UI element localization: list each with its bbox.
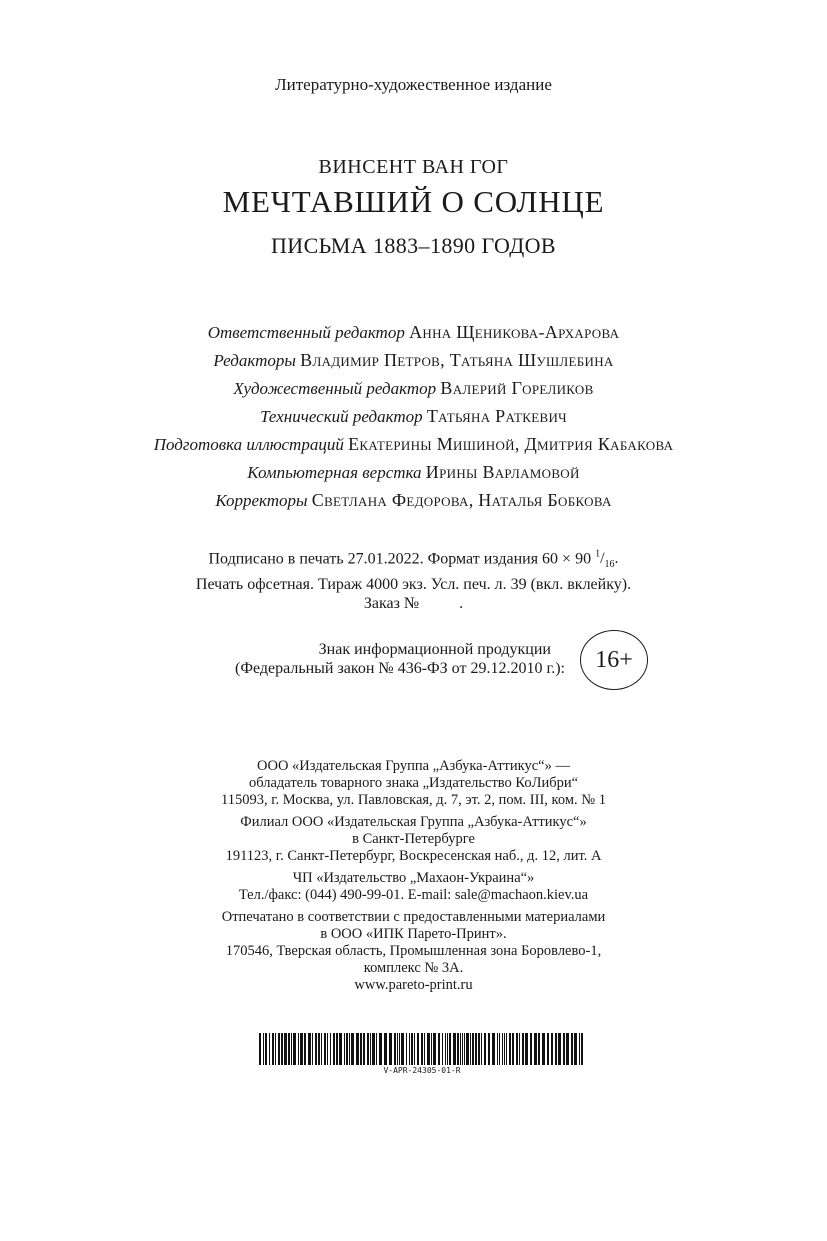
credit-line <box>0 430 827 458</box>
barcode-bar <box>312 1033 313 1065</box>
credit-line <box>0 318 827 346</box>
barcode-bar <box>438 1033 440 1065</box>
barcode-bar <box>281 1033 283 1065</box>
credit-line <box>0 346 827 374</box>
barcode-bar <box>370 1033 371 1065</box>
publisher-block <box>0 870 827 904</box>
barcode-bar <box>409 1033 410 1065</box>
age-rating-badge: 16+ <box>580 630 648 690</box>
barcode-bar <box>327 1033 328 1065</box>
barcode-bar <box>367 1033 369 1065</box>
barcode-bar <box>330 1033 331 1065</box>
barcode-bar <box>376 1033 377 1065</box>
publisher-line: обладатель товарного знака „Издательство КоЛибри“ <box>248 775 579 791</box>
barcode-bar <box>457 1033 459 1065</box>
book-title: МЕЧТАВШИЙ О СОЛНЦЕ <box>222 184 605 219</box>
barcode-bar <box>558 1033 561 1065</box>
credit-name: Владимир Петров, Татьяна Шушлебина <box>300 350 614 370</box>
barcode-bar <box>574 1033 577 1065</box>
barcode-bar <box>525 1033 528 1065</box>
barcode-label: V-APR-24305-01-R <box>383 1066 461 1075</box>
credit-line <box>0 374 827 402</box>
credit-name: Ирины Варламовой <box>425 462 580 482</box>
credit-role: Технический редактор <box>260 407 423 426</box>
barcode-bar <box>394 1033 396 1065</box>
barcode-bar <box>566 1033 569 1065</box>
barcode-bar <box>406 1033 407 1065</box>
barcode-bar <box>445 1033 446 1065</box>
printer-line: Отпечатано в соответствии с предоставленными материалами <box>221 909 606 925</box>
publisher-line: 115093, г. Москва, ул. Павловская, д. 7, эт. 2, пом. III, ком. № 1 <box>221 792 606 808</box>
print-details <box>0 545 827 613</box>
barcode-bar <box>315 1033 317 1065</box>
barcode-bar <box>284 1033 287 1065</box>
print-format: Подписано в печать 27.01.2022. Формат издания 60 × 90 <box>208 550 592 568</box>
barcode-bar <box>512 1033 514 1065</box>
barcode-bar <box>449 1033 451 1065</box>
publisher-line: Тел./факс: (044) 490-99-01. E-mail: sale@machaon.kiev.ua <box>238 887 589 903</box>
barcode-bar <box>321 1033 322 1065</box>
barcode-bar <box>265 1033 267 1065</box>
barcode-bar <box>530 1033 532 1065</box>
barcode-bar <box>581 1033 583 1065</box>
barcode-bar <box>278 1033 280 1065</box>
barcode-bar <box>349 1033 350 1065</box>
barcode-bar <box>336 1033 338 1065</box>
printer-website: www.pareto-print.ru <box>354 977 473 993</box>
barcode-bar <box>431 1033 432 1065</box>
barcode-bar <box>506 1033 507 1065</box>
credit-role: Корректоры <box>215 491 308 510</box>
barcode-bar <box>411 1033 413 1065</box>
barcode-bar <box>427 1033 430 1065</box>
barcode-bar <box>509 1033 511 1065</box>
credit-role: Компьютерная верстка <box>247 463 422 482</box>
publisher-line: в Санкт-Петербурге <box>352 831 475 847</box>
barcode-bar <box>417 1033 419 1065</box>
barcode-bar <box>288 1033 290 1065</box>
credits-list <box>0 318 827 514</box>
credit-role: Редакторы <box>213 351 296 370</box>
barcode-bar <box>304 1033 306 1065</box>
barcode-bar <box>547 1033 549 1065</box>
barcode-bar <box>293 1033 296 1065</box>
barcode-bar <box>519 1033 520 1065</box>
barcode-bar <box>298 1033 299 1065</box>
barcode-bar <box>372 1033 375 1065</box>
barcode-bar <box>291 1033 292 1065</box>
publisher-line: ЧП «Издательство „Махаон-Украина“» <box>292 870 535 886</box>
barcode-bar <box>475 1033 477 1065</box>
publishers-info <box>0 758 827 999</box>
barcode-bar <box>522 1033 524 1065</box>
credit-line <box>0 458 827 486</box>
publisher-line: Филиал ООО «Издательская Группа „Азбука-Аттикус“» <box>240 814 587 830</box>
credit-name: Валерий Гореликов <box>440 378 594 398</box>
book-subtitle: ПИСЬМА 1883–1890 ГОДОВ <box>271 233 556 258</box>
barcode-bar <box>397 1033 398 1065</box>
barcode-bar <box>492 1033 495 1065</box>
barcode-bar <box>363 1033 365 1065</box>
credit-line <box>0 486 827 514</box>
barcode-bar <box>333 1033 335 1065</box>
barcode-bar <box>555 1033 557 1065</box>
barcode-bar <box>263 1033 264 1065</box>
credit-name: Светлана Федорова, Наталья Бобкова <box>311 490 612 510</box>
barcode-bar <box>497 1033 498 1065</box>
barcode-bar <box>538 1033 540 1065</box>
barcode-bar <box>516 1033 518 1065</box>
publisher-block <box>0 758 827 809</box>
barcode-bar <box>478 1033 480 1065</box>
barcode-bar <box>346 1033 348 1065</box>
barcode-image <box>259 1033 585 1065</box>
barcode-bar <box>399 1033 400 1065</box>
series-line: Литературно-художественное издание <box>275 75 552 94</box>
credit-name: Анна Щеникова-Архарова <box>409 322 620 342</box>
barcode-bar <box>499 1033 500 1065</box>
barcode-bar <box>275 1033 276 1065</box>
credit-name: Татьяна Раткевич <box>426 406 567 426</box>
barcode-bar <box>339 1033 342 1065</box>
info-mark-line-1: Знак информационной продукции <box>318 641 551 658</box>
printer-line: комплекс № 3А. <box>363 960 464 976</box>
print-line-1 <box>0 545 827 575</box>
barcode-bar <box>488 1033 490 1065</box>
barcode-bar <box>384 1033 387 1065</box>
credit-name: Екатерины Мишиной, Дмитрия Кабакова <box>348 434 674 454</box>
publisher-line: 191123, г. Санкт-Петербург, Воскресенская наб., д. 12, лит. А <box>225 848 602 864</box>
barcode-bar <box>318 1033 320 1065</box>
printer-line: 170546, Тверская область, Промышленная зона Боровлево-1, <box>225 943 602 959</box>
barcode-bar <box>571 1033 573 1065</box>
barcode-bar <box>360 1033 362 1065</box>
barcode-bar <box>466 1033 469 1065</box>
format-fraction: $^1/_{16}$. <box>595 549 619 571</box>
barcode-bar <box>433 1033 436 1065</box>
credit-role: Ответственный редактор <box>207 323 405 342</box>
barcode-bar <box>379 1033 382 1065</box>
publisher-block <box>0 814 827 865</box>
print-line-2: Печать офсетная. Тираж 4000 экз. Усл. печ. л. 39 (вкл. вклейку). <box>195 575 632 593</box>
fraction-numerator: 1 <box>595 549 601 560</box>
barcode-bar <box>481 1033 482 1065</box>
barcode-bar <box>447 1033 448 1065</box>
barcode-bar <box>389 1033 392 1065</box>
barcode-bar <box>460 1033 461 1065</box>
barcode-bar <box>269 1033 270 1065</box>
barcode-bar <box>272 1033 274 1065</box>
barcode-bar <box>344 1033 345 1065</box>
barcode-bar <box>504 1033 505 1065</box>
barcode-bar <box>563 1033 565 1065</box>
barcode-bar <box>462 1033 463 1065</box>
fraction-denominator: 16 <box>604 559 615 571</box>
barcode-bar <box>534 1033 537 1065</box>
barcode-bar <box>356 1033 359 1065</box>
barcode-bar <box>259 1033 261 1065</box>
barcode-bar <box>542 1033 545 1065</box>
print-line-3: Заказ № . <box>363 594 464 612</box>
barcode-bar <box>442 1033 443 1065</box>
printer-line: в ООО «ИПК Парето-Принт». <box>320 926 507 942</box>
barcode-bar <box>424 1033 425 1065</box>
barcode-bar <box>401 1033 404 1065</box>
barcode-bar <box>472 1033 474 1065</box>
publisher-line: ООО «Издательская Группа „Азбука-Аттикус“» — <box>257 758 570 774</box>
barcode-bar <box>579 1033 580 1065</box>
barcode-bar <box>484 1033 486 1065</box>
barcode-bar <box>414 1033 415 1065</box>
barcode-bar <box>551 1033 553 1065</box>
barcode-bar <box>464 1033 465 1065</box>
info-mark-text <box>195 640 565 678</box>
credit-line <box>0 402 827 430</box>
barcode-bar <box>421 1033 423 1065</box>
credit-role: Подготовка иллюстраций <box>153 435 344 454</box>
barcode-bar <box>324 1033 326 1065</box>
barcode-bar <box>308 1033 311 1065</box>
barcode-bar <box>470 1033 471 1065</box>
printer-block <box>0 909 827 994</box>
info-mark-line-2: (Федеральный закон № 436-ФЗ от 29.12.2010 г.): <box>234 660 565 677</box>
barcode-bar <box>351 1033 354 1065</box>
barcode-bar <box>502 1033 503 1065</box>
barcode-bar <box>300 1033 303 1065</box>
barcode-bar <box>453 1033 456 1065</box>
credit-role: Художественный редактор <box>233 379 437 398</box>
author-name: ВИНСЕНТ ВАН ГОГ <box>318 156 509 178</box>
